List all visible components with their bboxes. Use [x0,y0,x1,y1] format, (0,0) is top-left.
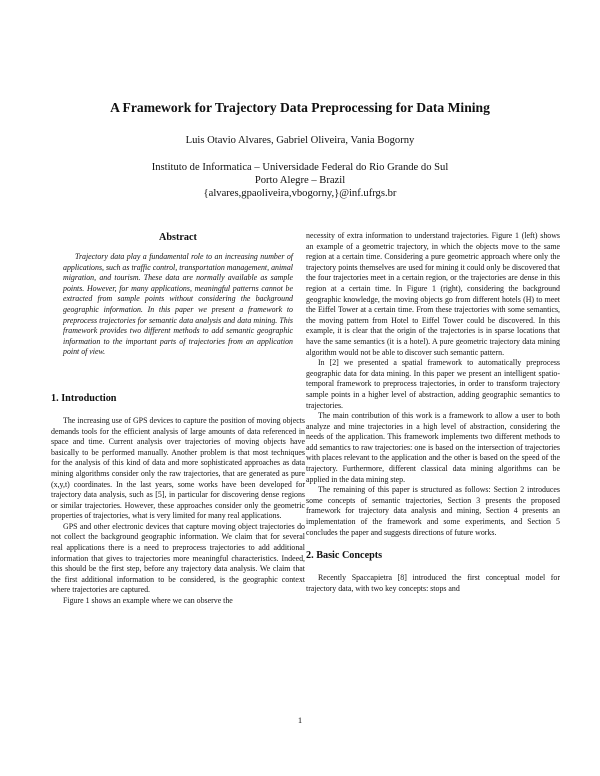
author-affiliation [0,161,600,200]
paper-title: A Framework for Trajectory Data Preprocessing for Data Mining [110,100,490,115]
affiliation-institute: Instituto de Informatica – Universidade Federal do Rio Grande do Sul [151,162,449,173]
affiliation-emails: {alvares,gpaoliveira,vbogorny,}@inf.ufrgs.br [203,188,397,199]
section-1-paragraph-3: Figure 1 shows an example where we can observe the [63,596,233,606]
section-1-paragraph-6: The main contribution of this work is a framework to allow a user to both analyze and mine trajectories in a high level of abstraction, considering the needs of the application. This framework implements two different methods to add semantics to raw trajectories: one is based on the intersection of trajectories with places relevant to the application and the other is based on the speed of the trajectory. Furthermore, different classical data mining algorithms can be applied in the data mining step. [306,411,560,484]
abstract-body [63,252,293,358]
section-1-paragraph-4: necessity of extra information to understand trajectories. Figure 1 (left) shows an example of a geometric trajectory, in which the objects move to the same region at a certain time. Considering a pure geometric approach where only the trajectory points themselves are used for mining it could only be discovered that the four trajectories meet in a certain region, or the trajectories are dense in this region at a certain time. In Figure 1 (right), considering the background geographic knowledge, the moving objects go from different hotels (H) to meet the Eiffel Tower at a certain time. From these trajectories with some semantics, the moving pattern from Hotel to Eiffel Tower could be discovered. In this example, it is clear that the origin of the trajectories is in sparse locations that have the same semantics (it is a hotel). A pure geometric trajectory data mining algorithm would not be able to discover such semantic pattern. [306,231,560,357]
affiliation-city: Porto Alegre – Brazil [254,175,346,186]
section-1-paragraph-1: The increasing use of GPS devices to capture the position of moving objects demands tools for the efficient analysis of large amounts of data referenced in space and time. Current analysis over trajectories of moving objects have basically to be performed manually. Another problem is that most techniques for the analysis of this kind of data and more sophisticated approaches as data mining algorithms consider only the raw trajectories, that are generated as pure (x,y,t) coordinates. In the last years, some works have been developed for trajectory data analysis, such as [5], in particular for discovering dense regions or similar trajectories. However, these approaches consider only the geometric properties of trajectories, what is very limited for many real applications. [51,415,305,521]
right-column [306,231,560,594]
paper-authors: Luis Otavio Alvares, Gabriel Oliveira, Vania Bogorny [185,135,415,146]
page-number: 1 [297,715,303,725]
section-2-heading: 2. Basic Concepts [306,550,383,562]
abstract-text: Trajectory data play a fundamental role to an increasing number of applications, such as traffic control, transportation management, animal migration, and tourism. These data are normally available as sample points. However, for many applications, meaningful patterns cannot be extracted from sample points without considering the background geographic information. In this paper we present a framework to preprocess trajectories for semantic data analysis and data mining. This framework provides two different methods to add semantic geographic information to the important parts of trajectories from an application point of view. [63,252,293,357]
section-1-paragraph-5: In [2] we presented a spatial framework to automatically preprocess geographic data for data mining. In this paper we present an intelligent spatio-temporal framework to preprocess trajectories, in order to transform trajectory sample points in a higher level of abstraction, adding geographic semantics to trajectories. [306,358,560,410]
section-2-paragraph-1: Recently Spaccapietra [8] introduced the first conceptual model for trajectory data, with two key concepts: stops and [306,573,560,593]
section-1-paragraph-7: The remaining of this paper is structured as follows: Section 2 introduces some concepts of semantic trajectories, Section 3 presents the proposed framework for trajectory data analysis and mining, Section 4 presents an implementation of the framework and some experiments, and Section 5 concludes the paper and suggests directions of future works. [306,485,560,537]
abstract-heading: Abstract [159,232,197,243]
section-1-heading: 1. Introduction [51,392,117,404]
section-1-paragraph-2: GPS and other electronic devices that capture moving object trajectories do not collect the background geographic information. We claim that for several real applications there is a need to preprocess trajectories to add additional information that gives to trajectories more meaningful characteristics. Indeed, this should be the first step, before any trajectory data analysis. We claim that the first additional information to be considered, is the geographic context where trajectories are captured. [51,521,305,595]
left-column [51,232,305,607]
